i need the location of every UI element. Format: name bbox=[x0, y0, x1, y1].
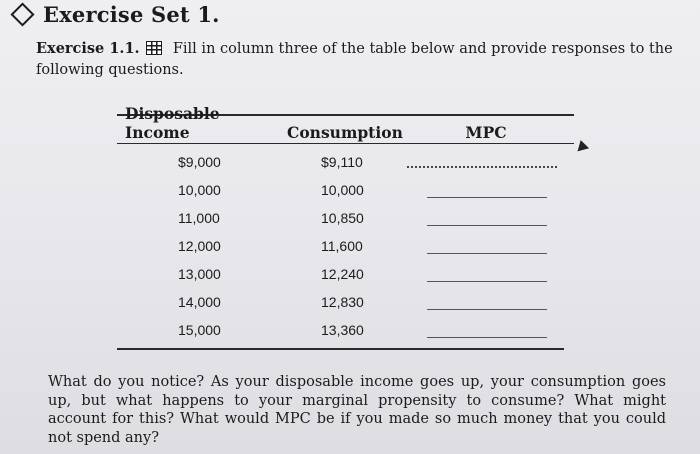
table-row bbox=[117, 204, 574, 232]
consumption-cell: 11,600 bbox=[321, 238, 363, 254]
consumption-cell: 10,850 bbox=[321, 210, 364, 226]
header-mpc: MPC bbox=[465, 122, 507, 142]
instruction-text: Fill in column three of the table below and provide responses to the following questions. bbox=[36, 41, 673, 78]
mpc-blank[interactable] bbox=[425, 204, 574, 232]
diamond-icon bbox=[10, 2, 34, 26]
table-row bbox=[117, 316, 574, 344]
table-row bbox=[117, 232, 574, 260]
mpc-table bbox=[117, 103, 574, 350]
income-cell: 12,000 bbox=[178, 238, 221, 254]
header-consumption: Consumption bbox=[287, 122, 403, 142]
consumption-cell: 12,240 bbox=[321, 266, 364, 282]
header-disposable-income: Disposable Income bbox=[125, 103, 220, 142]
mpc-blank[interactable] bbox=[425, 148, 574, 176]
income-cell: 10,000 bbox=[178, 182, 221, 198]
exercise-label: Exercise 1.1. bbox=[36, 40, 140, 57]
consumption-cell: $9,110 bbox=[321, 154, 363, 170]
table-row bbox=[117, 148, 574, 176]
exercise-instruction bbox=[36, 38, 676, 81]
table-icon bbox=[146, 41, 162, 55]
consumption-cell: 10,000 bbox=[321, 182, 364, 198]
mpc-blank[interactable] bbox=[425, 316, 574, 344]
income-cell: 11,000 bbox=[178, 210, 220, 226]
mpc-blank[interactable] bbox=[425, 288, 574, 316]
table-row bbox=[117, 176, 574, 204]
consumption-cell: 13,360 bbox=[321, 322, 364, 338]
table-row bbox=[117, 260, 574, 288]
mpc-blank[interactable] bbox=[425, 232, 574, 260]
heading-title: Exercise Set 1. bbox=[43, 2, 220, 27]
income-cell: $9,000 bbox=[178, 154, 221, 170]
table-row bbox=[117, 288, 574, 316]
question-text: What do you notice? As your disposable income goes up, your consumption goes up, but what happens to your marginal propensity to consume? What might account for this? What would MPC be if you made so much money that you could not spend any? bbox=[48, 374, 666, 446]
table-header-row bbox=[117, 103, 574, 142]
income-cell: 15,000 bbox=[178, 322, 221, 338]
mpc-blank[interactable] bbox=[425, 176, 574, 204]
consumption-cell: 12,830 bbox=[321, 294, 364, 310]
income-cell: 14,000 bbox=[178, 294, 221, 310]
mpc-blank[interactable] bbox=[425, 260, 574, 288]
cursor-arrow-icon bbox=[575, 139, 589, 152]
exercise-set-heading bbox=[8, 2, 220, 27]
table-header-rule bbox=[117, 143, 574, 145]
income-cell: 13,000 bbox=[178, 266, 221, 282]
table-bottom-rule bbox=[117, 348, 564, 350]
